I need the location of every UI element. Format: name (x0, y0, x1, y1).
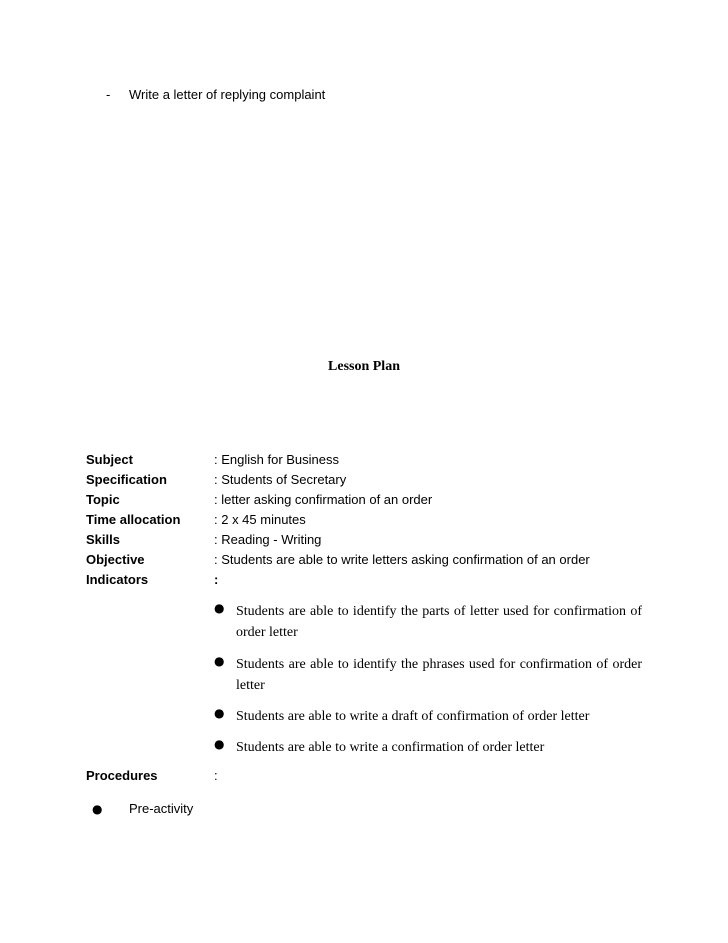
indicator-item (214, 706, 644, 727)
procedures-value: : (214, 768, 218, 783)
bullet-icon: ● (92, 802, 103, 816)
page-title-text: Lesson Plan (328, 359, 400, 374)
bullet-icon: ● (214, 737, 225, 751)
step-item (92, 801, 193, 816)
intro-text: Write a letter of replying complaint (129, 87, 326, 102)
bullet-icon: ● (214, 706, 225, 720)
dash-marker: - (106, 87, 111, 102)
indicator-text: Students are able to identify the phrases used for confirmation of order letter (236, 657, 642, 693)
field-value-skills: : Reading - Writing (214, 532, 322, 547)
field-label-topic: Topic (86, 492, 120, 507)
field-label-skills: Skills (86, 532, 120, 547)
field-value-time-allocation: : 2 x 45 minutes (214, 512, 306, 527)
field-value-subject: : English for Business (214, 452, 340, 467)
field-value-indicators: : (214, 572, 219, 587)
field-label-time-allocation: Time allocation (86, 512, 181, 527)
indicator-item (214, 737, 644, 758)
indicator-item (214, 601, 644, 643)
field-value-specification: : Students of Secretary (214, 472, 347, 487)
indicator-text: Students are able to identify the parts of letter used for confirmation of order letter (236, 604, 642, 640)
intro-line (106, 87, 325, 102)
indicator-item (214, 654, 644, 696)
procedures-label: Procedures (86, 768, 158, 783)
step-text: Pre-activity (129, 801, 194, 816)
bullet-icon: ● (214, 654, 225, 668)
page-title (0, 359, 728, 375)
bullet-icon: ● (214, 601, 225, 615)
field-label-specification: Specification (86, 472, 167, 487)
field-label-indicators: Indicators (86, 572, 149, 587)
field-label-subject: Subject (86, 452, 133, 467)
indicator-text: Students are able to write a draft of confirmation of order letter (236, 709, 590, 724)
indicator-text: Students are able to write a confirmation of order letter (236, 740, 545, 755)
field-label-objective: Objective (86, 552, 145, 567)
field-value-objective: : Students are able to write letters asking confirmation of an order (214, 552, 590, 567)
field-value-topic: : letter asking confirmation of an order (214, 492, 433, 507)
